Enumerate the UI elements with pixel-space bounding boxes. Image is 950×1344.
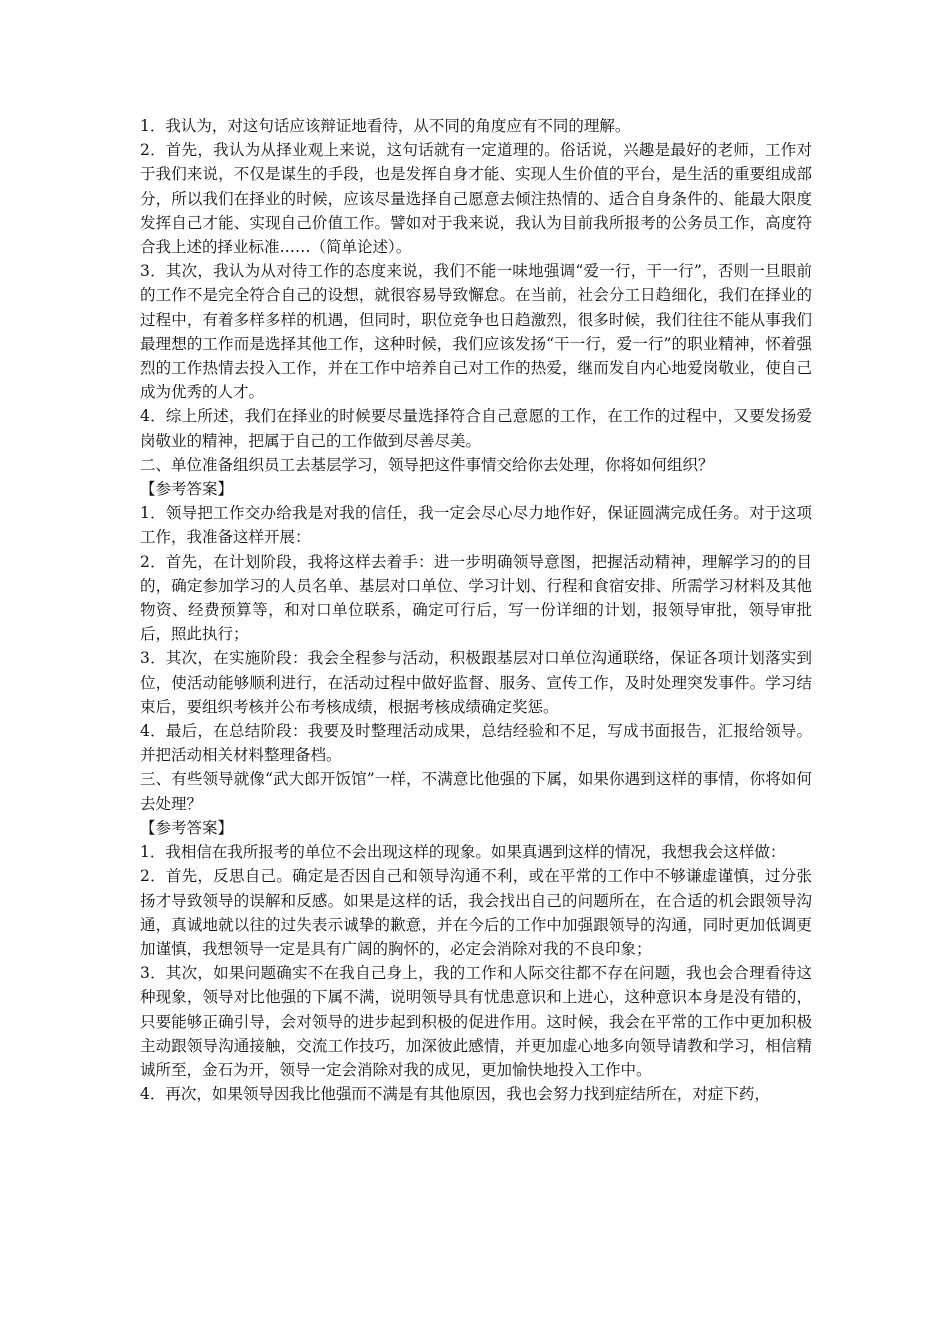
question-heading: 三、有些领导就像“武大郎开饭馆”一样，不满意比他强的下属，如果你遇到这样的事情，你将如何去处理？ — [140, 770, 812, 813]
paragraph: 3．其次，如果问题确实不在我自己身上，我的工作和人际交往都不存在问题，我也会合理看待这种现象，领导对比他强的下属不满，说明领导具有忧患意识和上进心，这种意识本身是没有错的，只要能够正确引导，会对领导的进步起到积极的促进作用。这时候，我会在平常的工作中更加积极主动跟领导沟通接触，交流工作技巧，加深彼此感情，并更加虚心地多向领导请教和学习，相信精诚所至，金石为开，领导一定会消除对我的成见，更加愉快地投入工作中。 — [140, 964, 812, 1079]
paragraph: 1．我认为，对这句话应该辩证地看待，从不同的角度应有不同的理解。 — [140, 117, 631, 135]
question-heading: 二、单位准备组织员工去基层学习，领导把这件事情交给你去处理，你将如何组织？ — [140, 455, 714, 474]
paragraph: 3．其次，在实施阶段：我会全程参与活动，积极跟基层对口单位沟通联络，保证各项计划落实到位，使活动能够顺利进行，在活动过程中做好监督、服务、宣传工作，及时处理突发事件。学习结束后，要组织考核并公布考核成绩，根据考核成绩确定奖惩。 — [140, 649, 812, 716]
paragraph: 2．首先，在计划阶段，我将这样去着手：进一步明确领导意图，把握活动精神，理解学习的的目的，确定参加学习的人员名单、基层对口单位、学习计划、行程和食宿安排、所需学习材料及其他物资、经费预算等，和对口单位联系，确定可行后，写一份详细的计划，报领导审批，领导审批后，照此执行； — [140, 552, 812, 644]
paragraph: 1．领导把工作交办给我是对我的信任，我一定会尽心尽力地作好，保证圆满完成任务。对于这项工作，我准备这样开展： — [140, 504, 812, 547]
document-body — [140, 114, 812, 1106]
answer-label: 【参考答案】 — [140, 818, 234, 837]
paragraph: 1．我相信在我所报考的单位不会出现这样的现象。如果真遇到这样的情况，我想我会这样做： — [140, 843, 786, 862]
answer-label: 【参考答案】 — [140, 480, 234, 499]
paragraph: 4．综上所述，我们在择业的时候要尽量选择符合自己意愿的工作，在工作的过程中，又要发扬爱岗敬业的精神，把属于自己的工作做到尽善尽美。 — [140, 407, 812, 450]
paragraph: 2．首先，我认为从择业观上来说，这句话就有一定道理的。俗话说，兴趣是最好的老师，工作对于我们来说，不仅是谋生的手段，也是发挥自身才能、实现人生价值的平台，是生活的重要组成部分，所以我们在择业的时候，应该尽量选择自己愿意去倾注热情的、适合自身条件的、能最大限度发挥自己才能、实现自己价值工作。譬如对于我来说，我认为目前我所报考的公务员工作，高度符合我上述的择业标准……（简单论述）。 — [140, 141, 812, 257]
paragraph: 3．其次，我认为从对待工作的态度来说，我们不能一味地强调“爱一行，干一行”，否则一旦眼前的工作不是完全符合自己的设想，就很容易导致懈怠。在当前，社会分工日趋细化，我们在择业的过程中，有着多样多样的机遇，但同时，职位竞争也日趋激烈，很多时候，我们往往不能从事我们最理想的工作而是选择其他工作，这种时候，我们应该发扬“干一行，爱一行”的职业精神，怀着强烈的工作热情去投入工作，并在工作中培养自己对工作的热爱，继而发自内心地爱岗敬业，使自己成为优秀的人才。 — [140, 262, 812, 402]
paragraph: 2．首先，反思自己。确定是否因自己和领导沟通不利，或在平常的工作中不够谦虚谨慎，过分张扬才导致领导的误解和反感。如果是这样的话，我会找出自己的问题所在，在合适的机会跟领导沟通，真诚地就以往的过失表示诚挚的歉意，并在今后的工作中加强跟领导的沟通，同时更加低调更加谨慎，我想领导一定是具有广阔的胸怀的，必定会消除对我的不良印象； — [140, 867, 812, 958]
paragraph: 4．最后，在总结阶段：我要及时整理活动成果，总结经验和不足，写成书面报告，汇报给领导。并把活动相关材料整理备档。 — [140, 722, 812, 765]
paragraph: 4．再次，如果领导因我比他强而不满是有其他原因，我也会努力找到症结所在，对症下药， — [140, 1085, 770, 1104]
